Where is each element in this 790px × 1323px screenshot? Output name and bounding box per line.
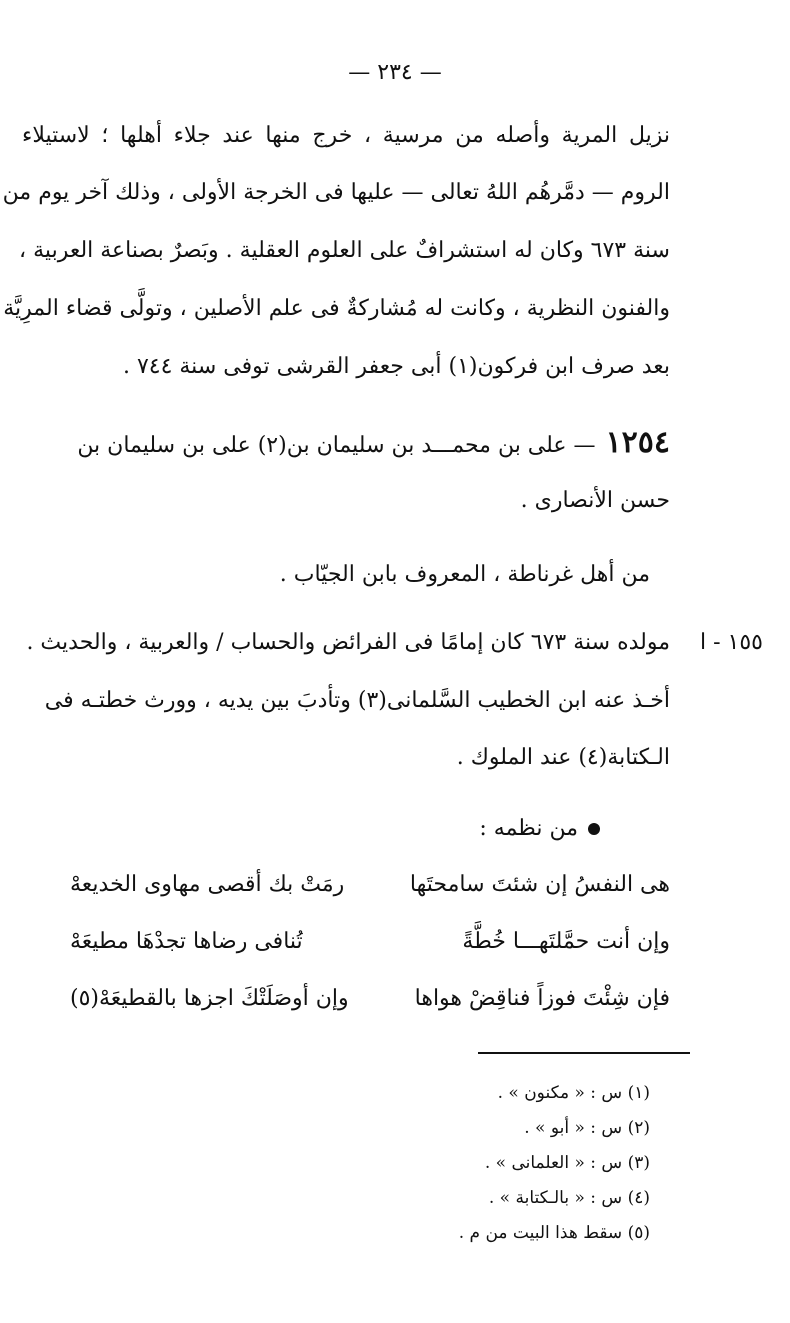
- entry-heading-continued: حسن الأنصارى .: [520, 488, 670, 513]
- verse-hemistich-second: وإن أوصَلَتْكَ اجزها بالقطيعَهْ(٥): [70, 986, 349, 1011]
- text-line: أخـذ عنه ابن الخطيب السَّلمانى(٣) وتأدبَ بين يديه ، وورث خطتـه فى: [44, 688, 670, 713]
- text-line: الروم — دمَّرهُم اللهُ تعالى — عليها فى الخرجة الأولى ، وذلك آخر يوم من: [2, 180, 670, 205]
- entry-heading: [22, 425, 670, 460]
- text-line: نزيل المرية وأصله من مرسية ، خرج منها عند جلاء أهلها ؛ لاستيلاء: [22, 123, 670, 148]
- verse-hemistich-second: رمَتْ بك أقصى مهاوى الخديعهْ: [70, 872, 345, 897]
- footnote: (٥) سقط هذا البيت من م .: [458, 1223, 650, 1243]
- poetry-intro-text: من نظمه :: [479, 816, 578, 841]
- footnote: (٣) س : « العلمانى » .: [484, 1153, 650, 1173]
- text-line: الـكتابة(٤) عند الملوك .: [456, 745, 670, 770]
- entry-heading-text: — على بن محمـــد بن سليمان بن(٢) على بن سليمان بن: [77, 433, 596, 458]
- text-line: بعد صرف ابن فركون(١) أبى جعفر القرشى توفى سنة ٧٤٤ .: [122, 354, 670, 379]
- entry-origin: من أهل غرناطة ، المعروف بابن الجيّاب .: [279, 562, 650, 587]
- verse-hemistich-second: تُنافى رضاها تجدْهَا مطيعَهْ: [70, 929, 303, 954]
- verse-hemistich-first: هى النفسُ إن شئتَ سامحتَها: [409, 872, 670, 897]
- footnote: (٤) س : « بالـكتابة » .: [488, 1188, 650, 1208]
- entry-number: ١٢٥٤: [605, 425, 670, 460]
- poetry-intro: [479, 818, 600, 840]
- text-line: مولده سنة ٦٧٣ كان إمامًا فى الفرائض والحساب / والعربية ، والحديث .: [26, 630, 670, 655]
- text-line: سنة ٦٧٣ وكان له استشرافٌ على العلوم العقلية . وبَصرٌ بصناعة العربية ،: [19, 238, 670, 263]
- footnote: (١) س : « مكنون » .: [497, 1083, 650, 1103]
- footnote-separator: [478, 1052, 690, 1054]
- page-number: — ٢٣٤ —: [348, 60, 442, 85]
- margin-reference: ١٥٥ - ا: [700, 630, 763, 655]
- bullet-icon: [588, 823, 600, 835]
- verse-hemistich-first: فإن شِئْتَ فوزاً فناقِضْ هواها: [414, 986, 670, 1011]
- footnote: (٢) س : « أبو » .: [524, 1118, 650, 1138]
- text-line: والفنون النظرية ، وكانت له مُشاركةٌ فى علم الأصلين ، وتولَّى قضاء المرِيَّة: [3, 296, 670, 321]
- verse-hemistich-first: وإن أنت حمَّلتَهـــا خُطَّةً: [462, 929, 670, 954]
